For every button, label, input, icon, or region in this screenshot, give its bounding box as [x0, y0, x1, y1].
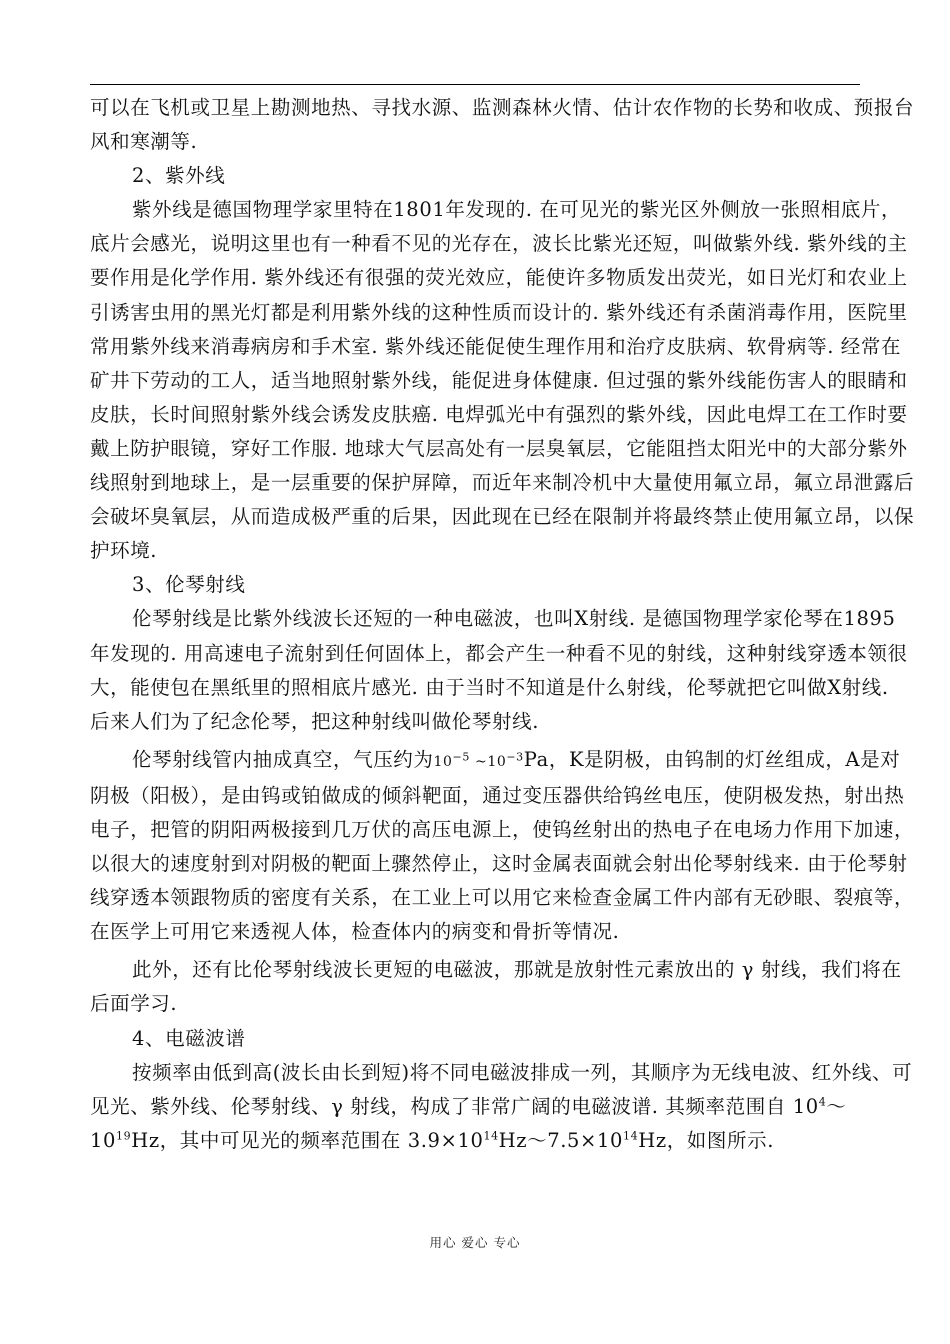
- xray-tube-text-end: Pa，K是阴极，由钨制的灯丝组成，A是对阴极（阳极），是由钨或铂做成的倾斜靶面，通过变压器供给钨丝电压，使阴极发热，射出热电子，把管的阴阳两极接到几万伏的高压电源上，使钨丝射出的热电子在电场力作用下加速，以很大的速度射到对阴极的靶面上骤然停止，这时金属表面就会射出伦琴射线来. 由于伦琴射线穿透本领跟物质的密度有关系，在工业上可以用它来检查金属工件内部有无砂眼、裂痕等，在医学上可用它来透视人体，检查体内的病变和骨折等情况.: [90, 747, 915, 944]
- paragraph-xray-tube: [90, 743, 915, 950]
- paragraph-spectrum: 按频率由低到高(波长由长到短)将不同电磁波排成一列，其顺序为无线电波、红外线、可见光、紫外线、伦琴射线、γ 射线，构成了非常广阔的电磁波谱. 其频率范围自 $10^4\sim 10^{19}Hz$，其中可见光的频率范围在 $3.9\times 10^{14}Hz\sim 7.5\times 10^{14}Hz$，如图所示.: [90, 1060, 913, 1152]
- document-body: [90, 91, 915, 1158]
- paragraph-ultraviolet: 紫外线是德国物理学家里特在1801年发现的. 在可见光的紫光区外侧放一张照相底片，底片会感光，说明这里也有一种看不见的光存在，波长比紫光还短，叫做紫外线. 紫外线的主要作用是化学作用. 紫外线还有很强的荧光效应，能使许多物质发出荧光，如日光灯和农业上引诱害虫用的黑光灯都是利用紫外线的这种性质而设计的. 紫外线还有杀菌消毒作用，医院里常用紫外线来消毒病房和手术室. 紫外线还能促使生理作用和治疗皮肤病、软骨病等. 经常在矿井下劳动的工人，适当地照射紫外线，能促进身体健康. 但过强的紫外线能伤害人的眼睛和皮肤，长时间照射紫外线会诱发皮肤癌. 电焊弧光中有强烈的紫外线，因此电焊工在工作时要戴上防护眼镜，穿好工作服. 地球大气层高处有一层臭氧层，它能阻挡太阳光中的大部分紫外线照射到地球上，是一层重要的保护屏障，而近年来制冷机中大量使用氟立昂，氟立昂泄露后会破坏臭氧层，从而造成极严重的后果，因此现在已经在限制并将最终禁止使用氟立昂，以保护环境.: [90, 198, 915, 563]
- header-rule: [90, 84, 860, 85]
- heading-spectrum: 4、电磁波谱: [132, 1026, 246, 1050]
- pressure-formula: $10^{-5}$ $\sim 10^{-3}$: [433, 750, 524, 770]
- page-footer: 用心 爱心 专心: [429, 1235, 521, 1250]
- paragraph-gamma: 此外，还有比伦琴射线波长更短的电磁波，那就是放射性元素放出的 γ 射线，我们将在后面学习.: [90, 958, 902, 1016]
- heading-ultraviolet: 2、紫外线: [132, 164, 226, 188]
- heading-xray: 3、伦琴射线: [132, 573, 246, 597]
- paragraph-xray-discovery: 伦琴射线是比紫外线波长还短的一种电磁波，也叫X射线. 是德国物理学家伦琴在1895年发现的. 用高速电子流射到任何固体上，都会产生一种看不见的射线，这种射线穿透本领很大，能使包在黑纸里的照相底片感光. 由于当时不知道是什么射线，伦琴就把它叫做X射线. 后来人们为了纪念伦琴，把这种射线叫做伦琴射线.: [90, 607, 908, 733]
- paragraph-infrared-uses: 可以在飞机或卫星上勘测地热、寻找水源、监测森林火情、估计农作物的长势和收成、预报台风和寒潮等.: [90, 96, 915, 154]
- xray-tube-text-start: 伦琴射线管内抽成真空，气压约为: [132, 747, 434, 771]
